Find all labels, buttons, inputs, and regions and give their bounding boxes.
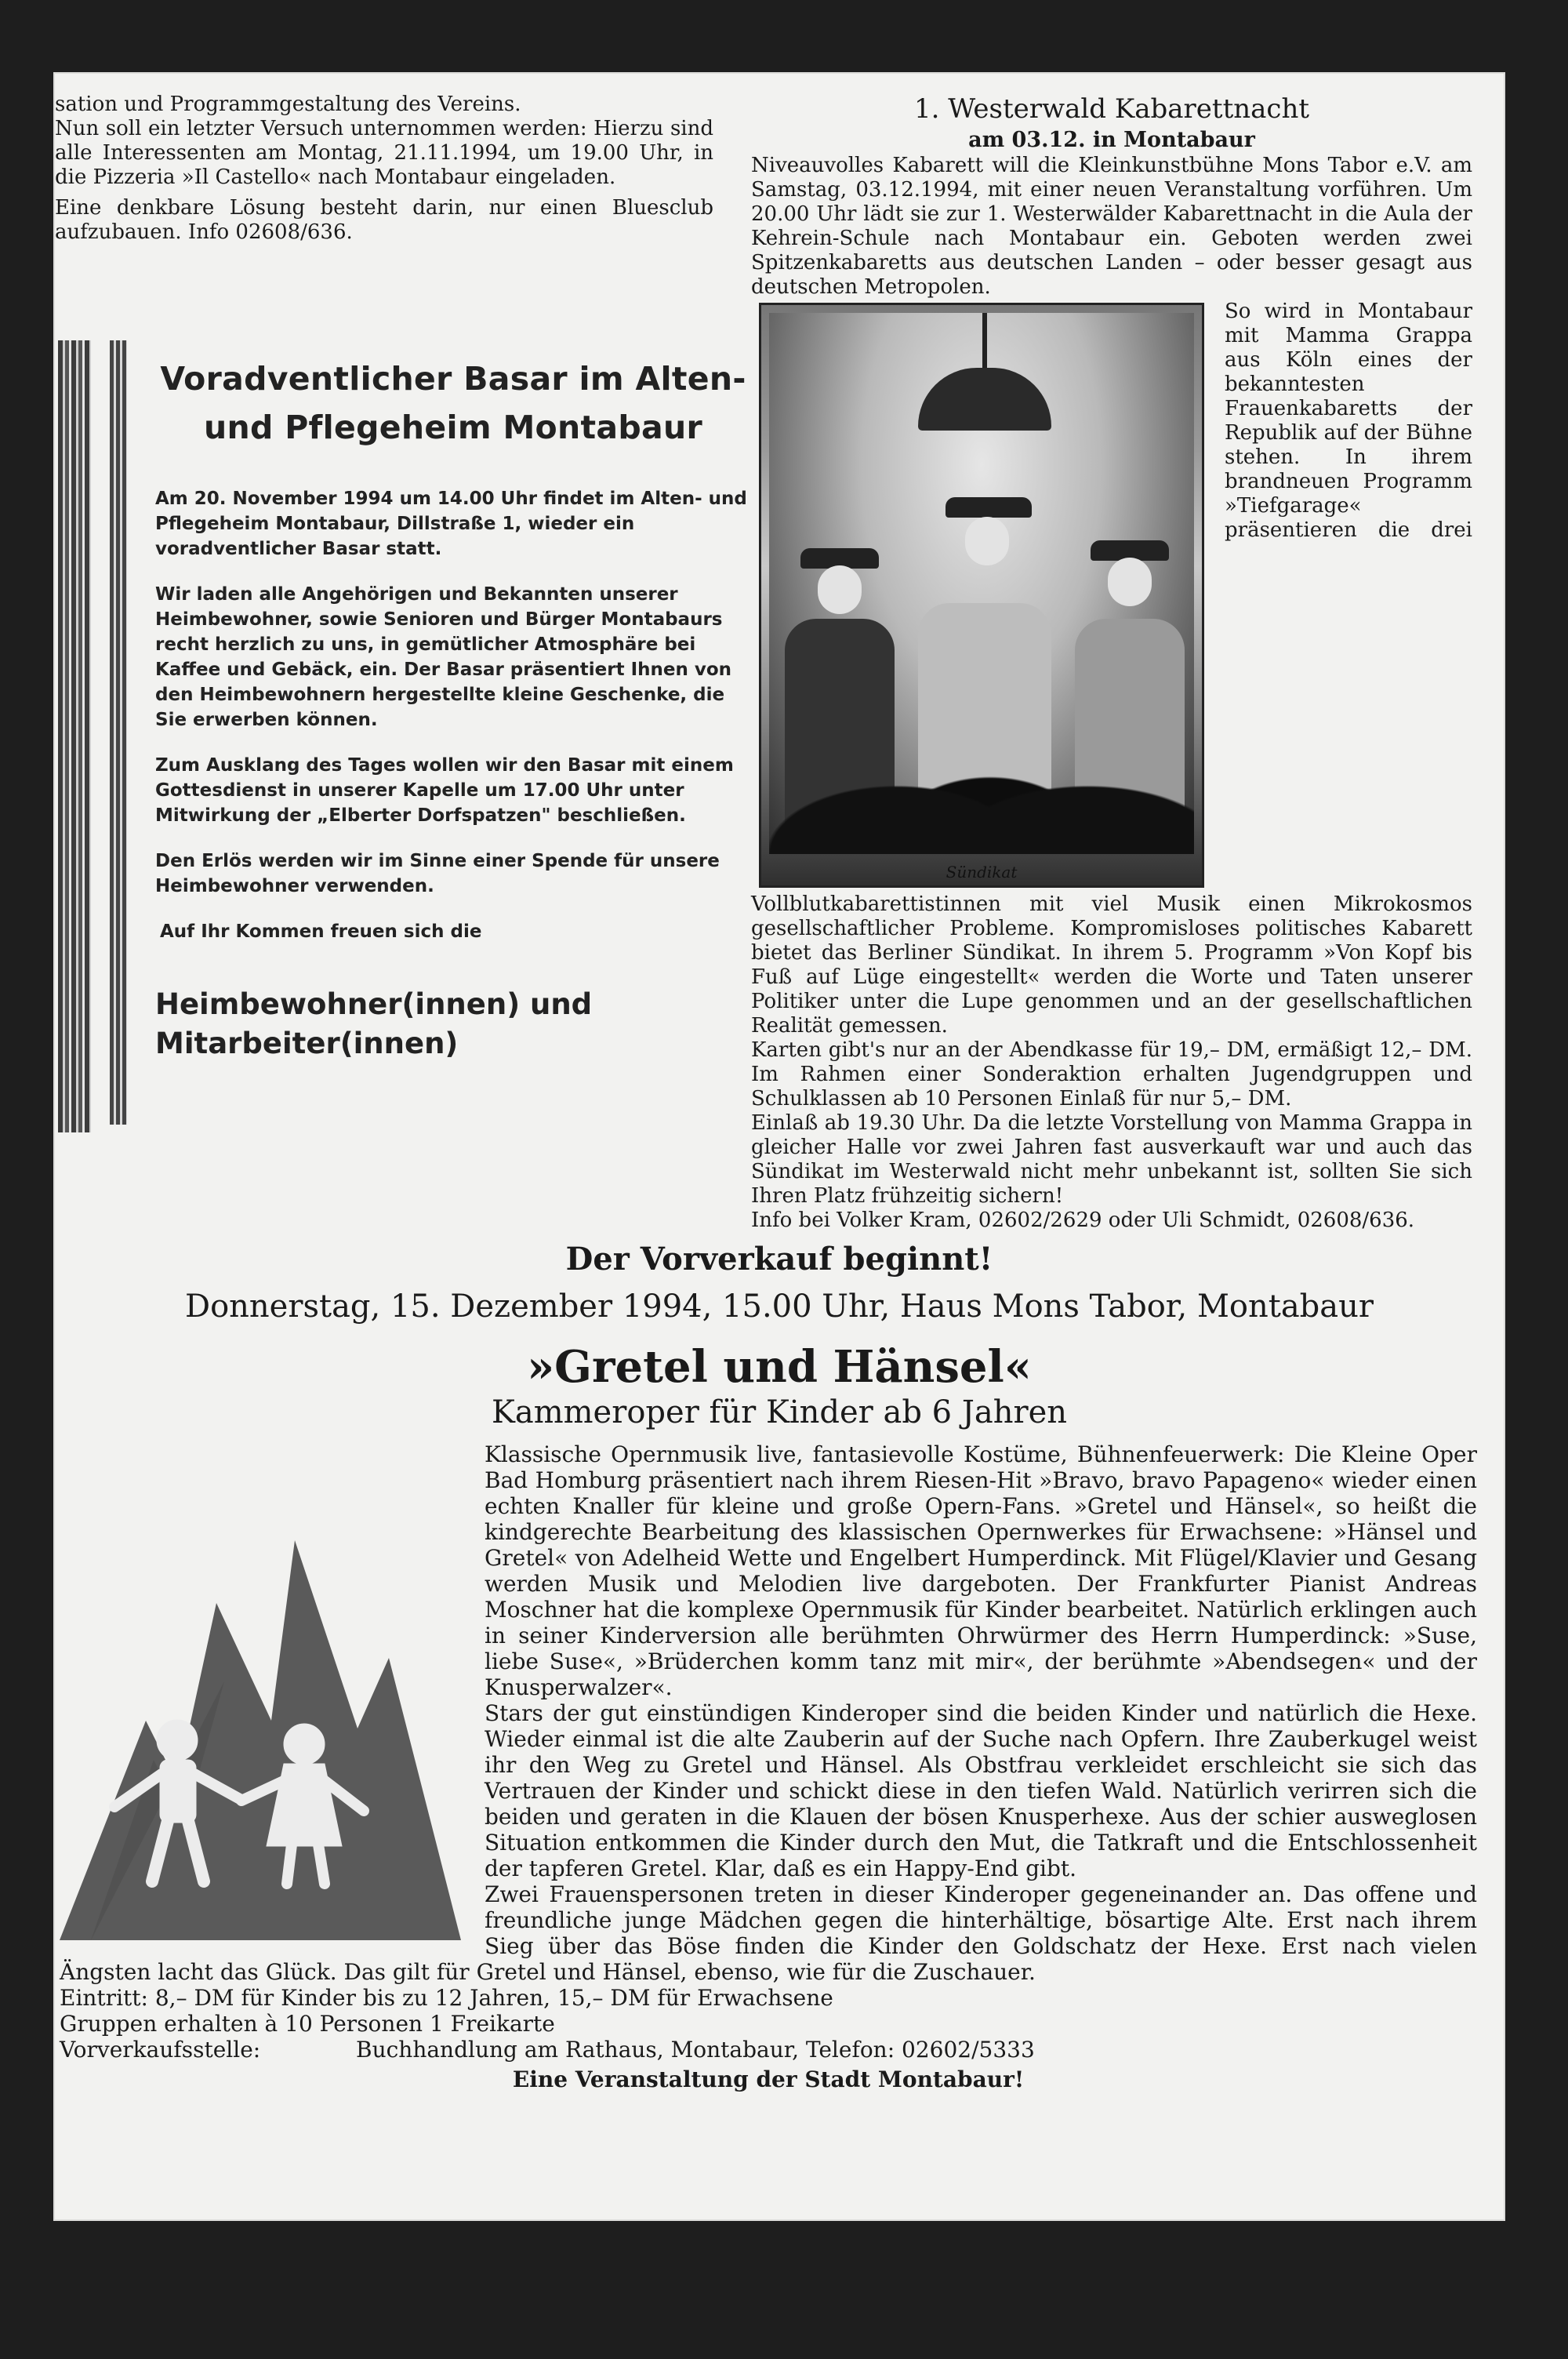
mountain-children-illustration — [60, 1525, 461, 1940]
basar-paragraph: Wir laden alle Angehörigen und Bekannten unserer Heimbewohner, sowie Senioren und Bürger Montabaurs recht herzlich zu uns, in gemütlicher Atmosphäre bei Kaffee und Gebäck, ein. Der Basar präsentiert Ihnen von den Heimbewohnern hergestellte kleine Geschenke, die Sie erwerben können. — [155, 584, 732, 730]
gretel-admission: Eintritt: 8,– DM für Kinder bis zu 12 Jahren, 15,– DM für Erwachsene — [60, 1985, 833, 2011]
gretel-paragraph: Stars der gut einstündigen Kinderoper sind die beiden Kinder und natürlich die Hexe. Wieder einmal ist die alte Zauberin auf der Suche nach Opfern. Ihre Zauberkugel weist ihr den Weg zu Gretel und Hänsel. Als Obstfrau verkleidet erschleicht sie sich das Vertrauen der Kinder und schickt diese in den tiefen Wald. Natürlich verirren sich die beiden und geraten in die Klauen der bösen Knusperhexe. Aus der schier ausweglosen Situation entkommen die Kinder durch den Mut, die Tatkraft und die Entschlossenheit der tapferen Gretel. Klar, daß es ein Happy-End gibt. — [485, 1700, 1477, 1881]
closing-line: Eine Veranstaltung der Stadt Montabaur! — [512, 2066, 1025, 2092]
opera-title: »Gretel und Hänsel« — [527, 1341, 1032, 1393]
kabarett-prices: Karten gibt's nur an der Abendkasse für 19,– DM, ermäßigt 12,– DM. Im Rahmen einer Sonderaktion erhalten Jugendgruppen und Schulklassen ab 10 Personen Einlaß für nur 5,– DM. — [751, 1038, 1472, 1110]
basar-paragraph: Den Erlös werden wir im Sinne einer Spende für unsere Heimbewohner verwenden. — [155, 851, 720, 896]
fragment-line: Nun soll ein letzter Versuch unternommen werden: Hierzu sind alle Interessenten am Montag, 21.11.1994, um 19.00 Uhr, in die Pizzeria »Il Castello« nach Montabaur eingeladen. — [55, 117, 713, 189]
fragment-line: sation und Programmgestaltung des Vereins. — [55, 93, 521, 116]
gretel-paragraph: Zwei Frauenspersonen treten in dieser Kinderoper gegeneinander an. Das offene und freundliche junge Mädchen gegen die hinterhältige, bösartige Alte. Erst nach ihrem Sieg über das Böse finden die Kinder den Goldschatz der Hexe. Erst nach vielen Ängsten lacht das Glück. Das gilt für Gretel und Hänsel, ebenso, wie für die Zuschauer. — [60, 1881, 1477, 1985]
kabarett-article — [751, 91, 1472, 1233]
kabarett-info: Info bei Volker Kram, 02602/2629 oder Uli Schmidt, 02608/636. — [751, 1209, 1415, 1232]
audience-silhouettes — [769, 697, 1194, 854]
presale-label: Vorverkaufsstelle: — [60, 2037, 261, 2063]
performer-face — [965, 517, 1009, 565]
basar-paragraph: Auf Ihr Kommen freuen sich die — [160, 921, 482, 942]
kabarett-body-wrap — [751, 300, 1472, 1233]
decorative-bar-border — [58, 340, 91, 1132]
kabarett-intro: Niveauvolles Kabarett will die Kleinkunstbühne Mons Tabor e.V. am Samstag, 03.12.1994, mit einer neuen Veranstaltung vorführen. Um 20.00 Uhr lädt sie zur 1. Westerwälder Kabarettnacht in die Aula der Kehrein-Schule nach Montabaur ein. Geboten werden zwei Spitzenkabaretts aus deutschen Landen – oder besser gesagt aus deutschen Metropolen. — [751, 154, 1472, 299]
basar-announcement — [155, 354, 751, 1063]
mountain-children-icon — [60, 1525, 461, 1940]
basar-paragraph: Am 20. November 1994 um 14.00 Uhr findet im Alten- und Pflegeheim Montabaur, Dillstraße 1, wieder ein voradventlicher Basar statt. — [155, 489, 747, 559]
performer-face — [818, 565, 862, 614]
basar-paragraph: Zum Ausklang des Tages wollen wir den Basar mit einem Gottesdienst in unserer Kapelle um 17.00 Uhr unter Mitwirkung der „Elberter Dorfspatzen" beschließen. — [155, 755, 734, 826]
opera-subtitle: Kammeroper für Kinder ab 6 Jahren — [491, 1394, 1068, 1430]
lamp-cord — [982, 313, 987, 372]
sundikat-photo — [759, 303, 1204, 888]
hat-icon — [946, 497, 1032, 518]
decorative-bar-border — [110, 340, 127, 1125]
basar-title: Voradventlicher Basar im Alten- und Pflegeheim Montabaur — [160, 360, 746, 446]
presale-headline: Der Vorverkauf beginnt! — [565, 1241, 993, 1278]
presale-place: Buchhandlung am Rathaus, Montabaur, Telefon: 02602/5333 — [356, 2037, 1035, 2063]
performer-face — [1108, 558, 1152, 606]
gretel-article — [60, 1441, 1477, 2092]
presale-header — [53, 1239, 1505, 1430]
presale-date: Donnerstag, 15. Dezember 1994, 15.00 Uhr, Haus Mons Tabor, Montabaur — [185, 1289, 1374, 1325]
kabarett-title: 1. Westerwald Kabarettnacht — [913, 93, 1310, 125]
gretel-groups: Gruppen erhalten à 10 Personen 1 Freikarte — [60, 2011, 555, 2037]
photo-caption: Sündikat — [946, 863, 1018, 881]
presale-location-row — [60, 2037, 1477, 2063]
gretel-paragraph: Klassische Opernmusik live, fantasievolle Kostüme, Bühnenfeuerwerk: Die Kleine Oper Bad Homburg präsentiert nach ihrem Riesen-Hit »Bravo, bravo Papageno« wieder einen echten Knaller für kleine und große Opern-Fans. »Gretel und Hänsel«, so heißt die kindgerechte Bearbeitung des klassischen Opernwerkes für Erwachsene: »Hänsel und Gretel« von Adelheid Wette und Engelbert Humperdinck. Mit Flügel/Klavier und Gesang werden Musik und Melodien live dargeboten. Der Frankfurter Pianist Andreas Moschner hat die komplexe Opernmusik für Kinder bearbeitet. Natürlich erklingen auch in seiner Kinderversion alle berühmten Ohrwürmer des Herrn Humperdinck: »Suse, liebe Suse«, »Brüderchen komm tanz mit mir«, der berühmte »Abendsegen« und der Knusperwalzer«. — [485, 1441, 1477, 1700]
kabarett-body: So wird in Montabaur mit Mamma Grappa aus Köln eines der bekanntesten Frauenkabaretts der Republik auf der Bühne stehen. In ihrem brandneuen Programm »Tiefgarage« präsentieren die drei Vollblutkabarettistinnen mit viel Musik einen Mikrokosmos gesellschaftlicher Probleme. Kompromisloses politisches Kabarett bietet das Berliner Sündikat. In ihrem 5. Programm »Von Kopf bis Fuß auf Lüge eingestellt« werden die Worte und Taten unserer Politiker unter die Lupe genommen und an der gesellschaftlichen Realität gemessen. — [751, 300, 1472, 1038]
photo-scene — [769, 313, 1194, 854]
newspaper-page — [53, 72, 1505, 2221]
kabarett-entry: Einlaß ab 19.30 Uhr. Da die letzte Vorstellung von Mamma Grappa in gleicher Halle vor zwei Jahren fast ausverkauft war und auch das Sündikat im Westerwald nicht mehr unbekannt ist, sollten Sie sich Ihren Platz frühzeitig sichern! — [751, 1111, 1472, 1208]
lamp-icon — [918, 368, 1051, 431]
vereins-article-fragment — [55, 93, 713, 245]
basar-signature: Heimbewohner(innen) und Mitarbeiter(innen) — [155, 987, 593, 1060]
fragment-line: Eine denkbare Lösung besteht darin, nur einen Bluesclub aufzubauen. Info 02608/636. — [55, 196, 713, 244]
kabarett-date: am 03.12. in Montabaur — [968, 128, 1255, 152]
